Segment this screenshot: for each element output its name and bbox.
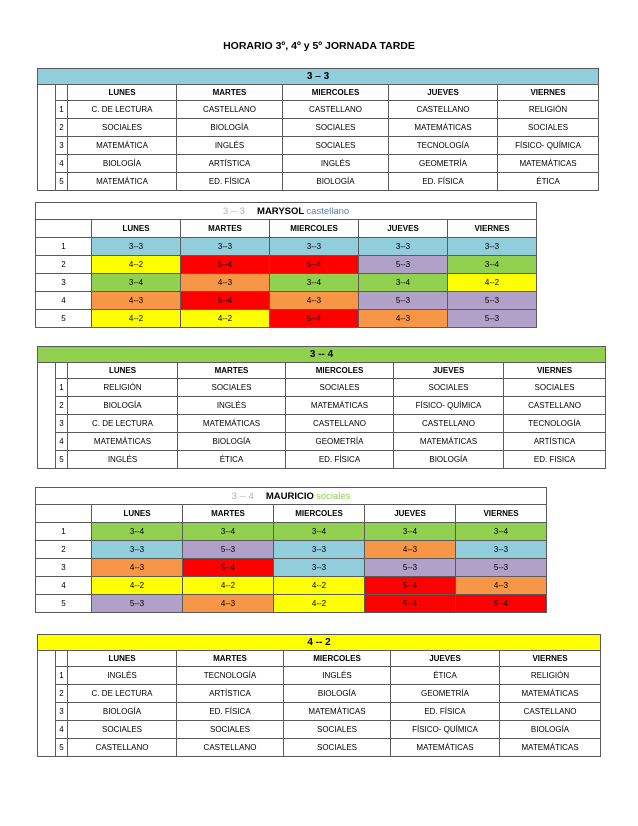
subject-cell: MATEMÁTICAS (394, 433, 504, 451)
table-row (38, 667, 601, 685)
table-row (38, 721, 601, 739)
teacher-subject: castellano (306, 205, 350, 217)
band-row (38, 635, 601, 651)
period-number: 4 (56, 433, 68, 451)
subject-cell: BIOLOGÍA (68, 397, 178, 415)
table-row (36, 559, 547, 577)
day-header-row (36, 505, 547, 523)
subject-cell: CASTELLANO (394, 415, 504, 433)
subject-cell: BIOLOGÍA (283, 173, 389, 191)
period-number: 4 (36, 292, 92, 310)
group-cell: 5--4 (270, 256, 359, 274)
subject-cell: BIOLOGÍA (68, 155, 177, 173)
table-row (36, 541, 547, 559)
group-cell: 4--3 (92, 559, 183, 577)
table-row (38, 685, 601, 703)
day-header: VIERNES (448, 220, 537, 238)
day-header: LUNES (92, 505, 183, 523)
teacher-subject: sociales (316, 490, 351, 502)
table-row (36, 523, 547, 541)
period-number: 2 (56, 397, 68, 415)
table-row (38, 155, 599, 173)
group-cell: 3--4 (359, 274, 448, 292)
subject-cell: BIOLOGÍA (68, 703, 177, 721)
subject-cell: TECNOLOGÍA (504, 415, 606, 433)
schedule-table-3-3 (37, 68, 599, 191)
table-row (38, 703, 601, 721)
group-cell: 3--4 (92, 523, 183, 541)
group-band: 3 – 3 (38, 69, 599, 85)
table-row (36, 274, 537, 292)
subject-cell: INGLÉS (284, 667, 391, 685)
subject-cell: C. DE LECTURA (68, 415, 178, 433)
day-header: VIERNES (498, 85, 599, 101)
period-number: 2 (56, 685, 68, 703)
subject-cell: MATEMÁTICA (68, 137, 177, 155)
period-number: 2 (56, 119, 68, 137)
group-cell: 3--3 (274, 559, 365, 577)
day-header: JUEVES (389, 85, 498, 101)
teacher-title (36, 203, 537, 220)
subject-cell: BIOLOGÍA (177, 119, 283, 137)
table-row (38, 379, 606, 397)
table-row (38, 415, 606, 433)
corner-cell (56, 363, 68, 379)
group-cell: 5--3 (365, 559, 456, 577)
schedule-table-3-4 (37, 346, 606, 469)
period-number: 4 (56, 721, 68, 739)
group-cell: 3--3 (270, 238, 359, 256)
table-row (36, 292, 537, 310)
subject-cell: CASTELLANO (389, 101, 498, 119)
group-cell: 4--3 (181, 274, 270, 292)
period-number: 3 (56, 703, 68, 721)
period-number: 5 (56, 173, 68, 191)
teacher-name: MAURICIO (265, 490, 314, 502)
period-number: 1 (36, 238, 92, 256)
teacher-name (38, 85, 56, 191)
subject-cell: SOCIALES (504, 379, 606, 397)
group-cell: 4--3 (92, 292, 181, 310)
subject-cell: MATEMÁTICAS (389, 119, 498, 137)
subject-cell: MATEMÁTICAS (284, 703, 391, 721)
period-number: 3 (36, 559, 92, 577)
subject-cell: MATEMÁTICAS (68, 433, 178, 451)
subject-cell: MATEMÁTICAS (178, 415, 286, 433)
subject-cell: SOCIALES (394, 379, 504, 397)
group-ref: 3 -- 4 (231, 490, 254, 502)
group-cell: 5--3 (456, 559, 547, 577)
subject-cell: TECNOLOGÍA (389, 137, 498, 155)
period-number: 2 (36, 256, 92, 274)
day-header: LUNES (92, 220, 181, 238)
group-cell: 5--4 (183, 559, 274, 577)
subject-cell: MATEMÁTICAS (500, 685, 601, 703)
group-cell: 4--3 (359, 310, 448, 328)
subject-cell: FÍSICO- QUÍMICA (391, 721, 500, 739)
day-header: JUEVES (394, 363, 504, 379)
day-header: JUEVES (391, 651, 500, 667)
day-header: VIERNES (504, 363, 606, 379)
teacher-title-row (36, 488, 547, 505)
subject-cell: INGLÉS (178, 397, 286, 415)
subject-cell: ED. FÍSICA (391, 703, 500, 721)
schedule-table-4-2 (37, 634, 601, 757)
teacher-title (36, 488, 547, 505)
subject-cell: MATEMÁTICAS (286, 397, 394, 415)
group-cell: 4--2 (274, 577, 365, 595)
table-row (36, 256, 537, 274)
subject-cell: FÍSICO- QUÍMICA (498, 137, 599, 155)
day-header: VIERNES (500, 651, 601, 667)
table-row (36, 595, 547, 613)
group-cell: 4--2 (181, 310, 270, 328)
period-number: 3 (36, 274, 92, 292)
teacher-name (38, 363, 56, 469)
day-header: MARTES (178, 363, 286, 379)
day-header-row (38, 651, 601, 667)
teacher-name: MARYSOL (257, 205, 305, 217)
group-cell: 3--4 (365, 523, 456, 541)
group-cell: 5--3 (448, 310, 537, 328)
subject-cell: SOCIALES (283, 137, 389, 155)
table-row (38, 101, 599, 119)
group-cell: 3--3 (92, 541, 183, 559)
subject-cell: MATEMÁTICAS (391, 739, 500, 757)
subject-cell: MATEMÁTICAS (500, 739, 601, 757)
subject-cell: RELIGIÓN (68, 379, 178, 397)
period-number: 3 (56, 415, 68, 433)
period-number: 1 (56, 101, 68, 119)
subject-cell: CASTELLANO (286, 415, 394, 433)
group-cell: 4--2 (92, 256, 181, 274)
subject-cell: RELIGIÓN (500, 667, 601, 685)
subject-cell: ED. FÍSICA (177, 173, 283, 191)
teacher-table-mauricio (35, 487, 547, 613)
subject-cell: SOCIALES (177, 721, 284, 739)
subject-cell: SOCIALES (498, 119, 599, 137)
page-title: HORARIO 3º, 4º y 5º JORNADA TARDE (223, 40, 415, 52)
subject-cell: C. DE LECTURA (68, 101, 177, 119)
group-cell: 3--3 (92, 238, 181, 256)
group-cell: 3--4 (183, 523, 274, 541)
group-cell: 3--4 (92, 274, 181, 292)
subject-cell: ARTÍSTICA (504, 433, 606, 451)
group-cell: 3--3 (448, 238, 537, 256)
subject-cell: BIOLOGÍA (178, 433, 286, 451)
group-cell: 5--3 (448, 292, 537, 310)
table-row (38, 739, 601, 757)
subject-cell: SOCIALES (68, 721, 177, 739)
period-number: 5 (36, 595, 92, 613)
subject-cell: GEOMETRÍA (286, 433, 394, 451)
corner-cell (56, 85, 68, 101)
subject-cell: SOCIALES (178, 379, 286, 397)
subject-cell: ARTÍSTICA (177, 685, 284, 703)
subject-cell: CASTELLANO (177, 739, 284, 757)
group-cell: 5--4 (365, 595, 456, 613)
subject-cell: ED. FISICA (504, 451, 606, 469)
day-header: LUNES (68, 651, 177, 667)
table-row (38, 137, 599, 155)
subject-cell: ÉTICA (498, 173, 599, 191)
group-cell: 4--2 (448, 274, 537, 292)
subject-cell: GEOMETRÍA (391, 685, 500, 703)
period-number: 1 (36, 523, 92, 541)
table-row (38, 433, 606, 451)
day-header: MARTES (177, 651, 284, 667)
group-cell: 4--2 (92, 310, 181, 328)
group-cell: 3--4 (274, 523, 365, 541)
subject-cell: INGLÉS (68, 451, 178, 469)
teacher-title-row (36, 203, 537, 220)
group-cell: 5--4 (365, 577, 456, 595)
group-cell: 5--3 (183, 541, 274, 559)
period-number: 2 (36, 541, 92, 559)
subject-cell: C. DE LECTURA (68, 685, 177, 703)
group-band: 4 -- 2 (38, 635, 601, 651)
period-number: 4 (36, 577, 92, 595)
period-number: 3 (56, 137, 68, 155)
subject-cell: SOCIALES (284, 739, 391, 757)
day-header-row (36, 220, 537, 238)
subject-cell: ED. FÍSICA (177, 703, 284, 721)
group-cell: 4--3 (183, 595, 274, 613)
subject-cell: SOCIALES (284, 721, 391, 739)
day-header: MIERCOLES (284, 651, 391, 667)
corner-cell (36, 220, 92, 238)
group-cell: 4--3 (365, 541, 456, 559)
subject-cell: CASTELLANO (177, 101, 283, 119)
period-number: 4 (56, 155, 68, 173)
table-row (36, 310, 537, 328)
corner-cell (56, 651, 68, 667)
subject-cell: CASTELLANO (504, 397, 606, 415)
day-header: LUNES (68, 363, 178, 379)
group-cell: 3--4 (448, 256, 537, 274)
group-cell: 3--4 (456, 523, 547, 541)
period-number: 1 (56, 667, 68, 685)
group-ref: 3 -- 3 (222, 205, 246, 217)
group-cell: 3--3 (181, 238, 270, 256)
day-header: MARTES (181, 220, 270, 238)
day-header: MARTES (183, 505, 274, 523)
group-cell: 5--3 (92, 595, 183, 613)
band-row (38, 69, 599, 85)
day-header-row (38, 363, 606, 379)
subject-cell: CASTELLANO (500, 703, 601, 721)
group-cell: 4--2 (183, 577, 274, 595)
group-cell: 4--3 (456, 577, 547, 595)
teacher-name (38, 651, 56, 757)
day-header: VIERNES (456, 505, 547, 523)
day-header: JUEVES (359, 220, 448, 238)
band-row (38, 347, 606, 363)
table-row (36, 238, 537, 256)
subject-cell: GEOMETRÍA (389, 155, 498, 173)
table-row (38, 451, 606, 469)
group-cell: 3--3 (359, 238, 448, 256)
subject-cell: ÉTICA (391, 667, 500, 685)
day-header: LUNES (68, 85, 177, 101)
group-cell: 3--3 (274, 541, 365, 559)
subject-cell: SOCIALES (283, 119, 389, 137)
subject-cell: INGLÉS (177, 137, 283, 155)
table-row (36, 577, 547, 595)
group-cell: 5--3 (359, 292, 448, 310)
subject-cell: ED. FÍSICA (389, 173, 498, 191)
group-band: 3 -- 4 (38, 347, 606, 363)
subject-cell: SOCIALES (68, 119, 177, 137)
subject-cell: FÍSICO- QUÍMICA (394, 397, 504, 415)
subject-cell: ARTÍSTICA (177, 155, 283, 173)
group-cell: 5--4 (456, 595, 547, 613)
period-number: 1 (56, 379, 68, 397)
day-header-row (38, 85, 599, 101)
subject-cell: MATEMÁTICAS (498, 155, 599, 173)
group-cell: 3--3 (456, 541, 547, 559)
table-row (38, 397, 606, 415)
subject-cell: BIOLOGÍA (284, 685, 391, 703)
subject-cell: INGLÉS (283, 155, 389, 173)
subject-cell: TECNOLOGÍA (177, 667, 284, 685)
subject-cell: SOCIALES (286, 379, 394, 397)
group-cell: 4--2 (92, 577, 183, 595)
subject-cell: RELIGIÓN (498, 101, 599, 119)
group-cell: 4--3 (270, 292, 359, 310)
subject-cell: MATEMÁTICA (68, 173, 177, 191)
group-cell: 3--4 (270, 274, 359, 292)
day-header: MIERCOLES (270, 220, 359, 238)
group-cell: 5--4 (181, 256, 270, 274)
subject-cell: BIOLOGÍA (394, 451, 504, 469)
subject-cell: INGLÉS (68, 667, 177, 685)
day-header: MIERCOLES (283, 85, 389, 101)
corner-cell (36, 505, 92, 523)
day-header: MIERCOLES (286, 363, 394, 379)
day-header: MIERCOLES (274, 505, 365, 523)
period-number: 5 (56, 739, 68, 757)
group-cell: 5--3 (359, 256, 448, 274)
group-cell: 4--2 (274, 595, 365, 613)
subject-cell: ED. FÍSICA (286, 451, 394, 469)
subject-cell: ÉTICA (178, 451, 286, 469)
subject-cell: CASTELLANO (68, 739, 177, 757)
group-cell: 5--4 (181, 292, 270, 310)
day-header: MARTES (177, 85, 283, 101)
subject-cell: BIOLOGÍA (500, 721, 601, 739)
teacher-table-marysol (35, 202, 537, 328)
period-number: 5 (36, 310, 92, 328)
period-number: 5 (56, 451, 68, 469)
day-header: JUEVES (365, 505, 456, 523)
group-cell: 5--4 (270, 310, 359, 328)
table-row (38, 119, 599, 137)
table-row (38, 173, 599, 191)
subject-cell: CASTELLANO (283, 101, 389, 119)
